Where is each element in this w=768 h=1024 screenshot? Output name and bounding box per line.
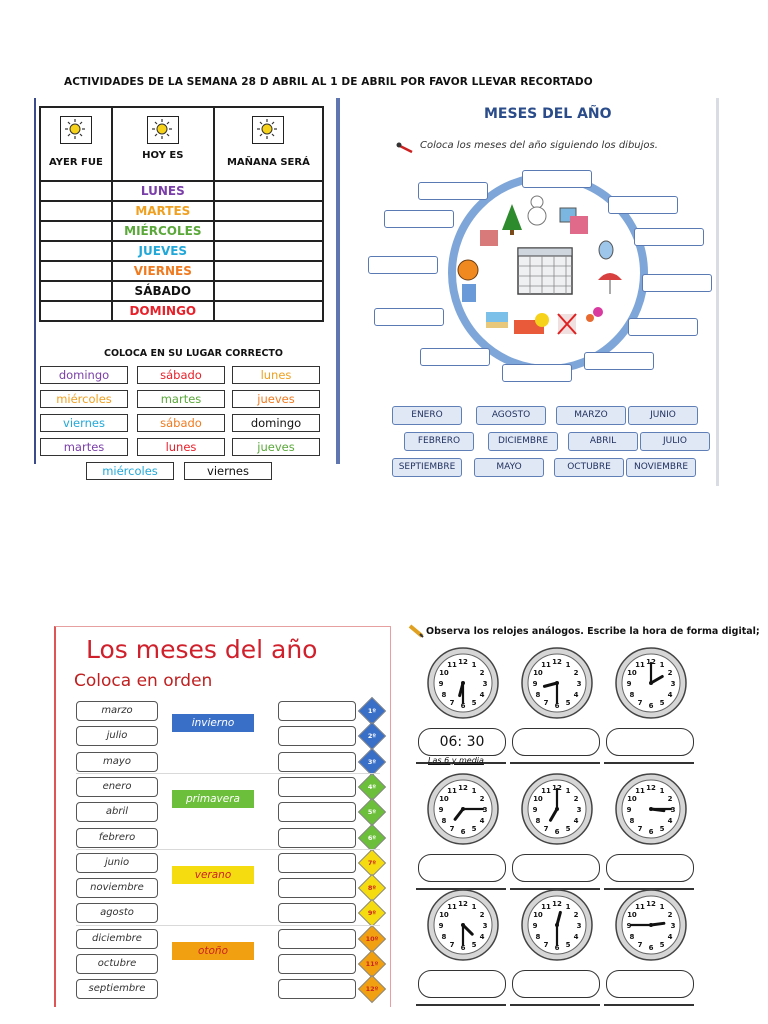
svg-text:6: 6 — [648, 702, 654, 710]
month-button[interactable]: NOVIEMBRE — [626, 458, 696, 477]
order-answer-box[interactable] — [278, 701, 356, 721]
day-name: JUEVES — [112, 241, 214, 261]
month-answer-box[interactable] — [628, 318, 698, 336]
svg-text:11: 11 — [447, 902, 457, 911]
svg-text:8: 8 — [629, 691, 635, 699]
svg-text:4: 4 — [667, 691, 673, 699]
svg-text:4: 4 — [573, 817, 579, 825]
svg-text:6: 6 — [554, 702, 560, 710]
day-row — [40, 261, 323, 281]
svg-text:7: 7 — [449, 825, 455, 834]
svg-text:3: 3 — [670, 680, 676, 688]
day-chip[interactable]: lunes — [232, 366, 320, 384]
analog-clock — [614, 888, 688, 962]
order-number-badge — [358, 925, 386, 953]
digital-time-box[interactable]: 06: 30 — [418, 728, 506, 756]
order-number-badge — [358, 773, 386, 801]
svg-text:10: 10 — [439, 669, 449, 677]
svg-text:9: 9 — [626, 680, 632, 688]
month-button[interactable]: ENERO — [392, 406, 462, 425]
order-answer-box[interactable] — [278, 828, 356, 848]
answer-line — [604, 762, 694, 764]
day-cell-ayer[interactable] — [40, 301, 112, 321]
svg-text:9: 9 — [626, 806, 632, 814]
day-cell-ayer[interactable] — [40, 261, 112, 281]
svg-text:7: 7 — [449, 941, 455, 950]
order-number-badge — [358, 849, 386, 877]
day-chip[interactable]: domingo — [232, 414, 320, 432]
order-number-badge — [358, 747, 386, 775]
order-number: 5º — [367, 808, 377, 817]
svg-text:12: 12 — [552, 900, 562, 908]
months-title: MESES DEL AÑO — [484, 106, 612, 122]
svg-text:8: 8 — [535, 817, 541, 825]
header-ayer — [40, 107, 112, 181]
day-chip[interactable]: viernes — [184, 462, 272, 480]
svg-text:9: 9 — [438, 806, 444, 814]
svg-text:12: 12 — [646, 900, 656, 908]
beach-icon — [486, 312, 508, 328]
day-cell-ayer[interactable] — [40, 241, 112, 261]
month-button[interactable]: JUNIO — [628, 406, 698, 425]
analog-clock — [614, 772, 688, 846]
order-number: 8º — [367, 884, 377, 893]
order-number: 12º — [365, 985, 379, 994]
svg-text:5: 5 — [471, 825, 477, 834]
month-answer-box[interactable] — [420, 348, 490, 366]
svg-text:7: 7 — [543, 825, 549, 834]
day-cell-ayer[interactable] — [40, 281, 112, 301]
svg-text:7: 7 — [449, 699, 455, 708]
pin-icon — [397, 143, 413, 153]
svg-text:10: 10 — [439, 911, 449, 919]
svg-text:6: 6 — [554, 828, 560, 836]
day-row — [40, 181, 323, 201]
svg-text:11: 11 — [635, 902, 645, 911]
day-row — [40, 201, 323, 221]
svg-text:7: 7 — [543, 699, 549, 708]
order-answer-box[interactable] — [278, 752, 356, 772]
panel-border-right — [336, 98, 340, 464]
day-cell-ayer[interactable] — [40, 201, 112, 221]
place-title: COLOCA EN SU LUGAR CORRECTO — [104, 348, 283, 359]
svg-text:8: 8 — [441, 933, 447, 941]
svg-text:7: 7 — [543, 941, 549, 950]
month-answer-box[interactable] — [608, 196, 678, 214]
day-name: LUNES — [112, 181, 214, 201]
analog-clock — [520, 646, 594, 720]
svg-text:4: 4 — [667, 933, 673, 941]
digital-time-box[interactable] — [606, 854, 694, 882]
season-label: invierno — [172, 714, 254, 732]
day-name: MARTES — [112, 201, 214, 221]
svg-text:7: 7 — [637, 699, 643, 708]
day-cell-manana[interactable] — [214, 181, 323, 201]
svg-text:7: 7 — [637, 825, 643, 834]
svg-text:10: 10 — [439, 795, 449, 803]
day-chip[interactable]: jueves — [232, 438, 320, 456]
order-number-badge — [358, 899, 386, 927]
svg-text:9: 9 — [626, 922, 632, 930]
order-number-badge — [358, 975, 386, 1003]
season-divider — [76, 773, 380, 774]
order-answer-box[interactable] — [278, 853, 356, 873]
svg-text:12: 12 — [552, 658, 562, 666]
month-card[interactable]: octubre — [76, 954, 158, 974]
svg-text:11: 11 — [541, 786, 551, 795]
svg-text:6: 6 — [648, 828, 654, 836]
arrow-left-sun-icon — [60, 116, 92, 144]
day-chip[interactable]: sábado — [137, 366, 225, 384]
digital-time-box[interactable] — [606, 970, 694, 998]
day-chip[interactable]: lunes — [137, 438, 225, 456]
order-number: 9º — [367, 909, 377, 918]
month-answer-box[interactable] — [634, 228, 704, 246]
day-name: VIERNES — [112, 261, 214, 281]
month-button[interactable]: MARZO — [556, 406, 626, 425]
season-label: otoño — [172, 942, 254, 960]
svg-text:5: 5 — [471, 699, 477, 708]
season-divider — [76, 925, 380, 926]
svg-text:12: 12 — [646, 658, 656, 666]
day-row — [40, 301, 323, 321]
analog-clock — [426, 888, 500, 962]
order-number: 3º — [367, 757, 377, 766]
month-card[interactable]: mayo — [76, 752, 158, 772]
sun-icon — [535, 313, 549, 327]
day-cell-manana[interactable] — [214, 241, 323, 261]
analog-clock — [426, 772, 500, 846]
day-name: MIÉRCOLES — [112, 221, 214, 241]
day-chip[interactable]: domingo — [40, 366, 128, 384]
digital-time-box[interactable] — [512, 854, 600, 882]
svg-text:2: 2 — [573, 911, 579, 919]
svg-text:4: 4 — [573, 933, 579, 941]
svg-text:2: 2 — [573, 795, 579, 803]
months-circle-diagram — [362, 98, 716, 486]
month-button[interactable]: OCTUBRE — [554, 458, 624, 477]
analog-clock — [520, 888, 594, 962]
svg-text:4: 4 — [479, 691, 485, 699]
analog-clock — [614, 646, 688, 720]
svg-text:3: 3 — [482, 922, 488, 930]
months-order-worksheet — [54, 626, 391, 1007]
svg-text:3: 3 — [482, 680, 488, 688]
day-cell-manana[interactable] — [214, 261, 323, 281]
months-instruction: Coloca los meses del año siguiendo los dibujos. — [420, 140, 658, 151]
order-answer-box[interactable] — [278, 979, 356, 999]
day-chip[interactable]: jueves — [232, 390, 320, 408]
svg-text:8: 8 — [629, 817, 635, 825]
svg-text:5: 5 — [565, 699, 571, 708]
svg-text:6: 6 — [460, 828, 466, 836]
svg-text:1: 1 — [471, 902, 477, 911]
season-divider — [76, 849, 380, 850]
order-number: 2º — [367, 732, 377, 741]
svg-text:10: 10 — [533, 795, 543, 803]
pumpkin-icon — [458, 260, 478, 280]
day-row — [40, 241, 323, 261]
month-answer-box[interactable] — [502, 364, 572, 382]
svg-text:2: 2 — [479, 911, 485, 919]
header-label: MAÑANA SERÁ — [226, 157, 310, 168]
day-chip[interactable]: miércoles — [40, 390, 128, 408]
svg-text:10: 10 — [533, 669, 543, 677]
order-number-badge — [358, 722, 386, 750]
month-button[interactable]: ABRIL — [568, 432, 638, 451]
svg-text:1: 1 — [565, 786, 571, 795]
svg-text:7: 7 — [637, 941, 643, 950]
month-card[interactable]: julio — [76, 726, 158, 746]
pencil-icon — [408, 624, 426, 638]
month-answer-box[interactable] — [418, 182, 488, 200]
order-answer-box[interactable] — [278, 903, 356, 923]
svg-text:10: 10 — [627, 795, 637, 803]
digital-time-box[interactable] — [418, 970, 506, 998]
month-card[interactable]: junio — [76, 853, 158, 873]
month-button[interactable]: MAYO — [474, 458, 544, 477]
header-manana — [214, 107, 323, 181]
orden-title: Los meses del año — [86, 635, 318, 664]
day-cell-manana[interactable] — [214, 201, 323, 221]
month-card[interactable]: abril — [76, 802, 158, 822]
svg-text:12: 12 — [458, 784, 468, 792]
svg-text:6: 6 — [460, 702, 466, 710]
svg-text:1: 1 — [471, 786, 477, 795]
arrow-right-sun-icon — [252, 116, 284, 144]
svg-text:5: 5 — [471, 941, 477, 950]
days-table — [39, 106, 324, 322]
order-answer-box[interactable] — [278, 954, 356, 974]
day-chip[interactable]: martes — [40, 438, 128, 456]
answer-line — [604, 1004, 694, 1006]
svg-text:6: 6 — [554, 944, 560, 952]
svg-text:12: 12 — [552, 784, 562, 792]
svg-text:10: 10 — [533, 911, 543, 919]
day-chip[interactable]: miércoles — [86, 462, 174, 480]
calendar-icon — [518, 248, 572, 294]
order-number: 1º — [367, 707, 377, 715]
month-answer-box[interactable] — [584, 352, 654, 370]
svg-text:8: 8 — [535, 933, 541, 941]
svg-text:2: 2 — [667, 911, 673, 919]
svg-text:2: 2 — [479, 795, 485, 803]
answer-line — [416, 1004, 506, 1006]
boy-icon — [462, 284, 476, 302]
svg-text:6: 6 — [648, 944, 654, 952]
example-hint: Las 6 y media — [428, 756, 484, 765]
svg-text:8: 8 — [629, 933, 635, 941]
clocks-worksheet — [404, 622, 760, 1006]
digital-time-box[interactable] — [606, 728, 694, 756]
order-answer-box[interactable] — [278, 929, 356, 949]
svg-text:3: 3 — [482, 806, 488, 814]
svg-text:9: 9 — [532, 922, 538, 930]
svg-text:3: 3 — [576, 680, 582, 688]
order-number: 4º — [367, 782, 377, 791]
svg-text:2: 2 — [667, 669, 673, 677]
svg-text:11: 11 — [635, 660, 645, 669]
svg-text:10: 10 — [627, 911, 637, 919]
day-row — [40, 281, 323, 301]
month-card[interactable]: febrero — [76, 828, 158, 848]
day-chip[interactable]: martes — [137, 390, 225, 408]
month-answer-box[interactable] — [374, 308, 444, 326]
svg-text:11: 11 — [447, 660, 457, 669]
day-cell-manana[interactable] — [214, 281, 323, 301]
days-worksheet — [34, 98, 340, 478]
svg-text:5: 5 — [659, 941, 665, 950]
crossed-out-icon — [558, 314, 576, 334]
day-cell-ayer[interactable] — [40, 181, 112, 201]
arrow-down-sun-icon — [147, 116, 179, 144]
order-number-badge — [358, 823, 386, 851]
svg-text:4: 4 — [573, 691, 579, 699]
day-cell-manana[interactable] — [214, 221, 323, 241]
day-chip[interactable]: viernes — [40, 414, 128, 432]
day-name: SÁBADO — [112, 281, 214, 301]
month-answer-box[interactable] — [384, 210, 454, 228]
svg-text:3: 3 — [576, 806, 582, 814]
month-card[interactable]: diciembre — [76, 929, 158, 949]
svg-text:3: 3 — [576, 922, 582, 930]
svg-text:4: 4 — [667, 817, 673, 825]
svg-text:11: 11 — [541, 660, 551, 669]
month-button[interactable]: SEPTIEMBRE — [392, 458, 462, 477]
order-answer-box[interactable] — [278, 777, 356, 797]
svg-text:12: 12 — [458, 900, 468, 908]
month-card[interactable]: septiembre — [76, 979, 158, 999]
easter-egg-icon — [599, 241, 613, 259]
month-card[interactable]: enero — [76, 777, 158, 797]
svg-text:2: 2 — [573, 669, 579, 677]
svg-text:4: 4 — [479, 817, 485, 825]
month-button[interactable]: DICIEMBRE — [488, 432, 558, 451]
panel-border-left — [34, 98, 36, 464]
header-hoy — [112, 107, 214, 181]
svg-text:5: 5 — [565, 825, 571, 834]
month-card[interactable]: noviembre — [76, 878, 158, 898]
month-button[interactable]: AGOSTO — [476, 406, 546, 425]
svg-text:1: 1 — [659, 786, 665, 795]
digital-time-box[interactable] — [512, 728, 600, 756]
svg-text:12: 12 — [458, 658, 468, 666]
page-title: ACTIVIDADES DE LA SEMANA 28 D ABRIL AL 1 DE ABRIL POR FAVOR LLEVAR RECORTADO — [64, 76, 593, 88]
analog-clock — [426, 646, 500, 720]
svg-text:8: 8 — [441, 817, 447, 825]
header-label: HOY ES — [142, 150, 184, 161]
svg-text:5: 5 — [565, 941, 571, 950]
order-number: 6º — [367, 833, 377, 842]
order-answer-box[interactable] — [278, 726, 356, 746]
digital-time-box[interactable] — [512, 970, 600, 998]
order-answer-box[interactable] — [278, 802, 356, 822]
svg-text:6: 6 — [460, 944, 466, 952]
order-number: 7º — [367, 858, 377, 867]
order-number-badge — [358, 798, 386, 826]
kids-icon — [570, 216, 588, 234]
month-answer-box[interactable] — [522, 170, 592, 188]
day-row — [40, 221, 323, 241]
svg-text:11: 11 — [447, 786, 457, 795]
day-cell-ayer[interactable] — [40, 221, 112, 241]
month-button[interactable]: FEBRERO — [404, 432, 474, 451]
digital-time-box[interactable] — [418, 854, 506, 882]
day-chip[interactable]: sábado — [137, 414, 225, 432]
answer-line — [510, 1004, 600, 1006]
svg-text:1: 1 — [565, 902, 571, 911]
order-number: 10º — [365, 934, 379, 943]
month-card[interactable]: marzo — [76, 701, 158, 721]
months-circle-worksheet — [362, 98, 724, 486]
svg-text:2: 2 — [667, 795, 673, 803]
panel-border-right — [716, 98, 719, 486]
svg-text:9: 9 — [532, 680, 538, 688]
svg-text:10: 10 — [627, 669, 637, 677]
day-cell-manana[interactable] — [214, 301, 323, 321]
svg-text:2: 2 — [479, 669, 485, 677]
season-label: verano — [172, 866, 254, 884]
clocks-instruction: Observa los relojes análogos. Escribe la hora de forma digital; — [426, 626, 760, 637]
answer-line — [510, 762, 600, 764]
month-button[interactable]: JULIO — [640, 432, 710, 451]
month-card[interactable]: agosto — [76, 903, 158, 923]
order-answer-box[interactable] — [278, 878, 356, 898]
svg-text:12: 12 — [646, 784, 656, 792]
month-answer-box[interactable] — [642, 274, 712, 292]
svg-text:11: 11 — [635, 786, 645, 795]
season-label: primavera — [172, 790, 254, 808]
svg-text:5: 5 — [659, 825, 665, 834]
svg-text:4: 4 — [479, 933, 485, 941]
svg-text:1: 1 — [659, 660, 665, 669]
header-label: AYER FUE — [48, 157, 103, 168]
svg-text:1: 1 — [565, 660, 571, 669]
svg-text:9: 9 — [438, 680, 444, 688]
school-icon — [480, 230, 498, 246]
analog-clock — [520, 772, 594, 846]
svg-text:1: 1 — [659, 902, 665, 911]
svg-text:1: 1 — [471, 660, 477, 669]
svg-text:9: 9 — [438, 922, 444, 930]
svg-text:8: 8 — [441, 691, 447, 699]
svg-text:8: 8 — [535, 691, 541, 699]
svg-text:3: 3 — [670, 922, 676, 930]
order-number: 11º — [365, 960, 379, 968]
month-answer-box[interactable] — [368, 256, 438, 274]
svg-text:3: 3 — [670, 806, 676, 814]
svg-text:11: 11 — [541, 902, 551, 911]
orden-subtitle: Coloca en orden — [74, 671, 213, 691]
day-name: DOMINGO — [112, 301, 214, 321]
svg-text:9: 9 — [532, 806, 538, 814]
svg-text:5: 5 — [659, 699, 665, 708]
